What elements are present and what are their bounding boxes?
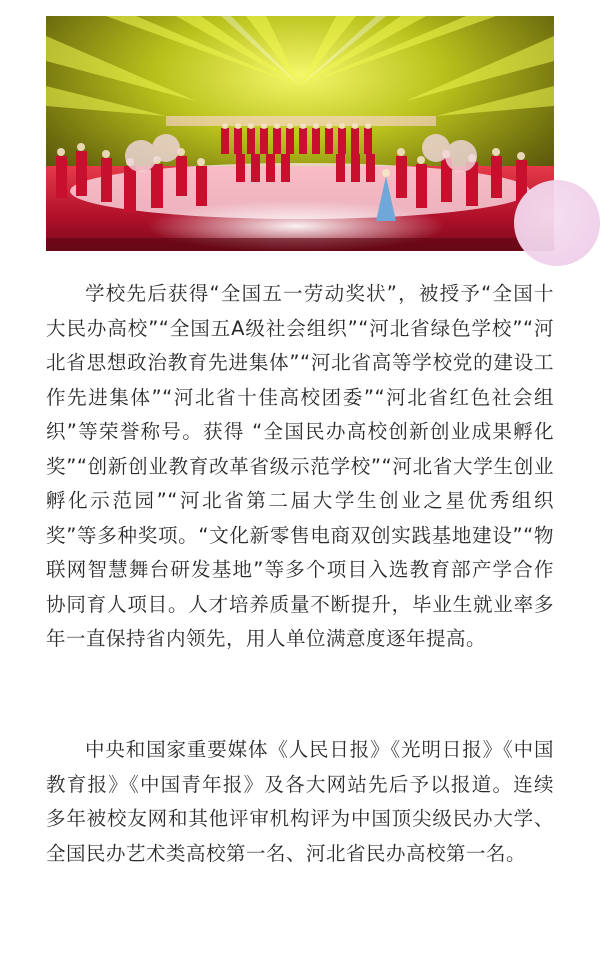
article-paragraph-media: 中央和国家重要媒体《人民日报》《光明日报》《中国教育报》《中国青年报》及各大网站先后予以报道。连续多年被校友网和其他评审机构评为中国顶尖级民办大学、全国民办艺术类高校第一名、河北省民办高校第一名。 — [46, 738, 554, 865]
stage-performance-photo — [46, 16, 554, 251]
article-paragraph-honors: 学校先后获得“全国五一劳动奖状”，被授予“全国十大民办高校”“全国五A级社会组织”“河北省绿色学校”“河北省思想政治教育先进集体”“河北省高等学校党的建设工作先进集体”“河北省十佳高校团委”“河北省红色社会组织”等荣誉称号。获得 “全国民办高校创新创业成果孵化奖”“创新创业教育改革省级示范学校”“河北省大学生创业孵化示范园”“河北省第二届大学生创业之星优秀组织奖”等多种奖项。“文化新零售电商双创实践基地建设”“物联网智慧舞台研发基地”等多个项目入选教育部产学合作协同育人项目。人才培养质量不断提升，毕业生就业率多年一直保持省内领先，用人单位满意度逐年提高。 — [46, 282, 554, 650]
decorative-pink-circle — [514, 180, 600, 266]
